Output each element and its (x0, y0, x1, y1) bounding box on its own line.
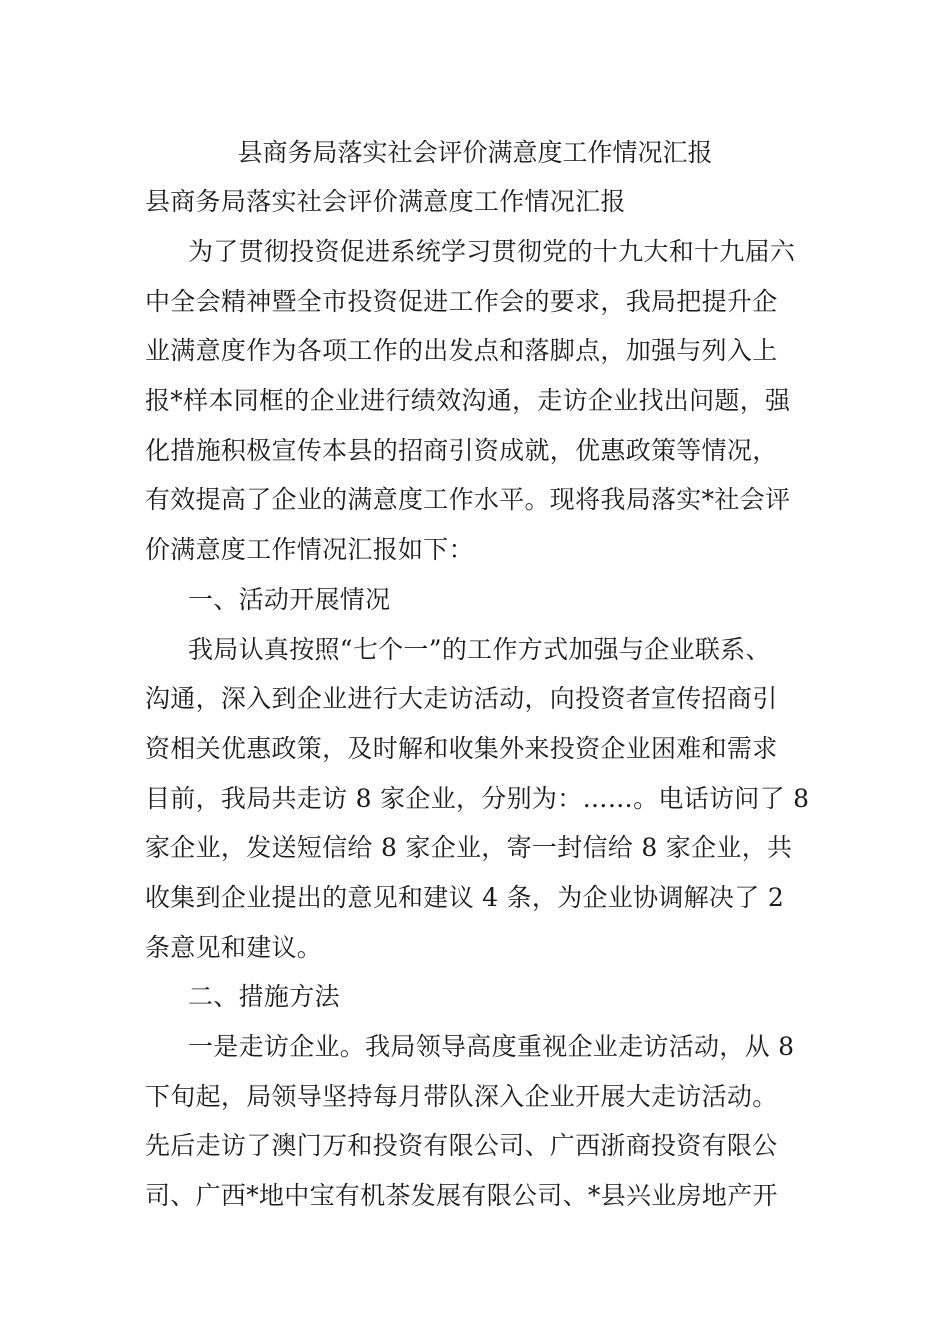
text-line: 收集到企业提出的意见和建议 4 条，为企业协调解决了 2 (145, 883, 785, 912)
text-line: 化措施积极宣传本县的招商引资成就，优惠政策等情况， (145, 436, 778, 465)
text-line: 我局认真按照“七个一”的工作方式加强与企业联系、 (188, 635, 771, 664)
section-heading: 二、措施方法 (188, 982, 340, 1011)
text-line: 价满意度工作情况汇报如下： (145, 535, 474, 564)
text-line: 沟通，深入到企业进行大走访活动，向投资者宣传招商引 (145, 684, 778, 713)
text-line: 县商务局落实社会评价满意度工作情况汇报 (145, 187, 626, 216)
text-line: 为了贯彻投资促进系统学习贯彻党的十九大和十九届六 (188, 237, 796, 266)
text-line: 目前，我局共走访 8 家企业，分别为：……。电话访问了 8 (145, 784, 810, 813)
text-line: 报*样本同框的企业进行绩效沟通，走访企业找出问题，强 (145, 386, 791, 415)
text-line: 先后走访了澳门万和投资有限公司、广西浙商投资有限公 (145, 1131, 778, 1160)
text-line: 有效提高了企业的满意度工作水平。现将我局落实*社会评 (145, 485, 791, 514)
text-line: 下旬起，局领导坚持每月带队深入企业开展大走访活动。 (145, 1082, 778, 1111)
text-line: 家企业，发送短信给 8 家企业，寄一封信给 8 家企业，共 (145, 833, 793, 862)
text-line: 条意见和建议。 (145, 933, 323, 962)
section-heading: 一、活动开展情况 (188, 585, 391, 614)
text-line: 一是走访企业。我局领导高度重视企业走访活动，从 8 (188, 1032, 795, 1061)
document-title: 县商务局落实社会评价满意度工作情况汇报 (237, 138, 713, 167)
text-line: 资相关优惠政策，及时解和收集外来投资企业困难和需求 (145, 734, 778, 763)
text-line: 司、广西*地中宝有机茶发展有限公司、*县兴业房地产开 (145, 1181, 778, 1210)
text-line: 中全会精神暨全市投资促进工作会的要求，我局把提升企 (145, 287, 778, 316)
text-line: 业满意度作为各项工作的出发点和落脚点，加强与列入上 (145, 336, 778, 365)
